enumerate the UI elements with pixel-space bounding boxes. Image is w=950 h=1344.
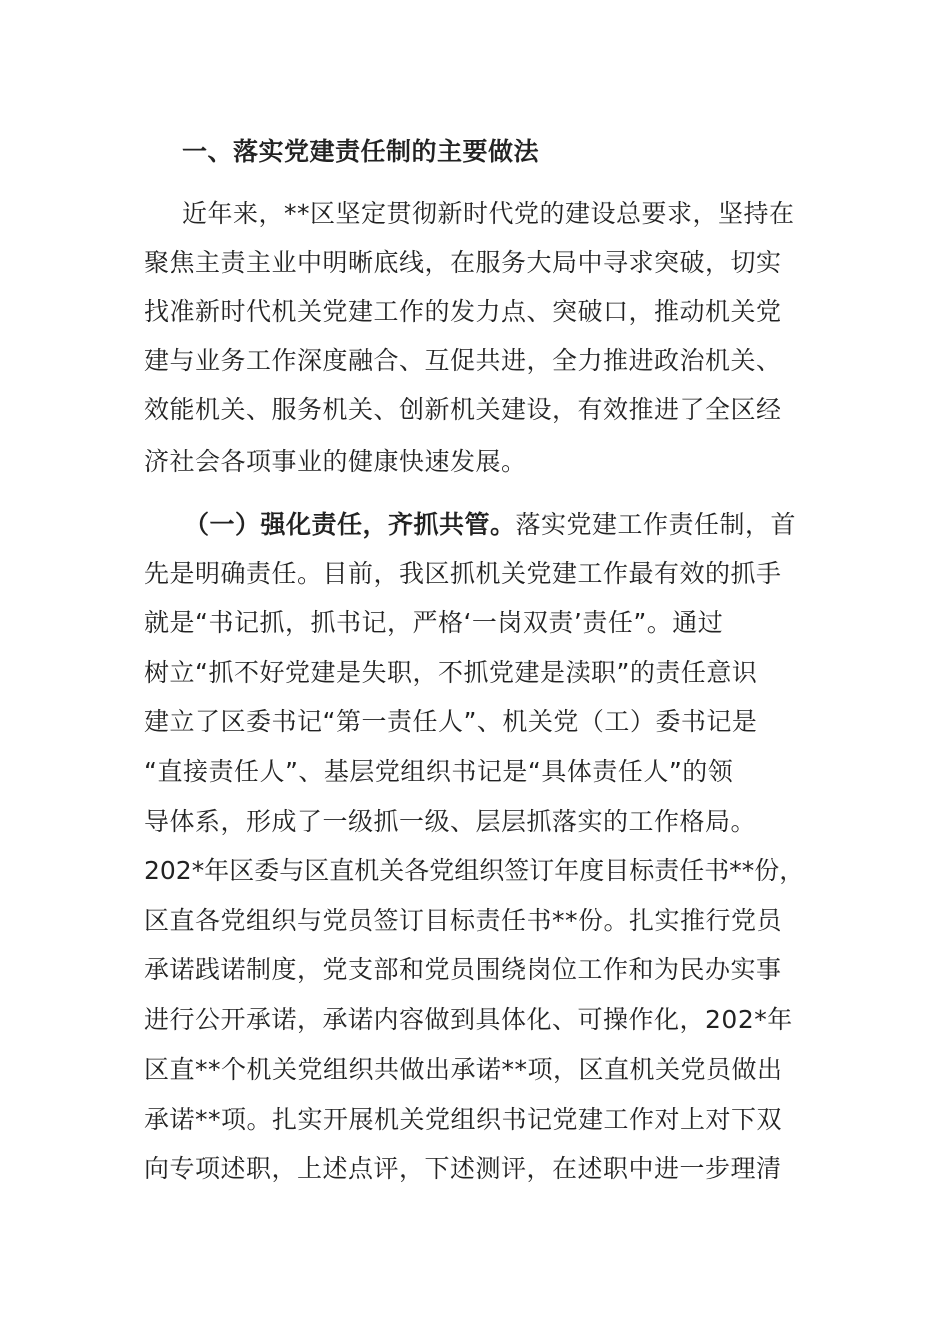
section-heading: 一、落实党建责任制的主要做法	[182, 137, 540, 166]
paragraph-line: “直接责任人”、基层党组织书记是“具体责任人”的领	[144, 757, 734, 786]
paragraph-line: 向专项述职，上述点评，下述测评，在述职中进一步理清	[144, 1154, 782, 1183]
paragraph-line: 近年来，**区坚定贯彻新时代党的建设总要求，坚持在	[182, 199, 795, 228]
paragraph-line: 导体系，形成了一级抓一级、层层抓落实的工作格局。	[144, 807, 757, 836]
paragraph-line: 建与业务工作深度融合、互促共进，全力推进政治机关、	[144, 346, 782, 375]
paragraph-line: 202*年区委与区直机关各党组织签订年度目标责任书**份，	[144, 856, 805, 885]
paragraph-line: 承诺**项。扎实开展机关党组织书记党建工作对上对下双	[144, 1105, 783, 1134]
subsection-heading: （一）强化责任，齐抓共管。	[184, 510, 516, 539]
paragraph-line: 树立“抓不好党建是失职，不抓党建是渎职”的责任意识	[144, 658, 758, 687]
paragraph-line: 效能机关、服务机关、创新机关建设，有效推进了全区经	[144, 395, 782, 424]
paragraph-line: 聚焦主责主业中明晰底线，在服务大局中寻求突破，切实	[144, 248, 782, 277]
paragraph-line: 建立了区委书记“第一责任人”、机关党（工）委书记是	[144, 707, 758, 736]
paragraph-line: 区直**个机关党组织共做出承诺**项，区直机关党员做出	[144, 1055, 783, 1084]
paragraph-text: 落实党建工作责任制，首	[515, 510, 797, 539]
paragraph-line	[184, 509, 884, 541]
paragraph-line: 济社会各项事业的健康快速发展。	[144, 447, 527, 476]
paragraph-line: 承诺践诺制度，党支部和党员围绕岗位工作和为民办实事	[144, 955, 782, 984]
paragraph-line: 先是明确责任。目前，我区抓机关党建工作最有效的抓手	[144, 559, 782, 588]
paragraph-line: 区直各党组织与党员签订目标责任书**份。扎实推行党员	[144, 906, 783, 935]
paragraph-line: 就是“书记抓，抓书记，严格‘一岗双责’责任”。通过	[144, 608, 724, 637]
paragraph-line: 进行公开承诺，承诺内容做到具体化、可操作化，202*年	[144, 1005, 793, 1034]
paragraph-line: 找准新时代机关党建工作的发力点、突破口，推动机关党	[144, 297, 782, 326]
